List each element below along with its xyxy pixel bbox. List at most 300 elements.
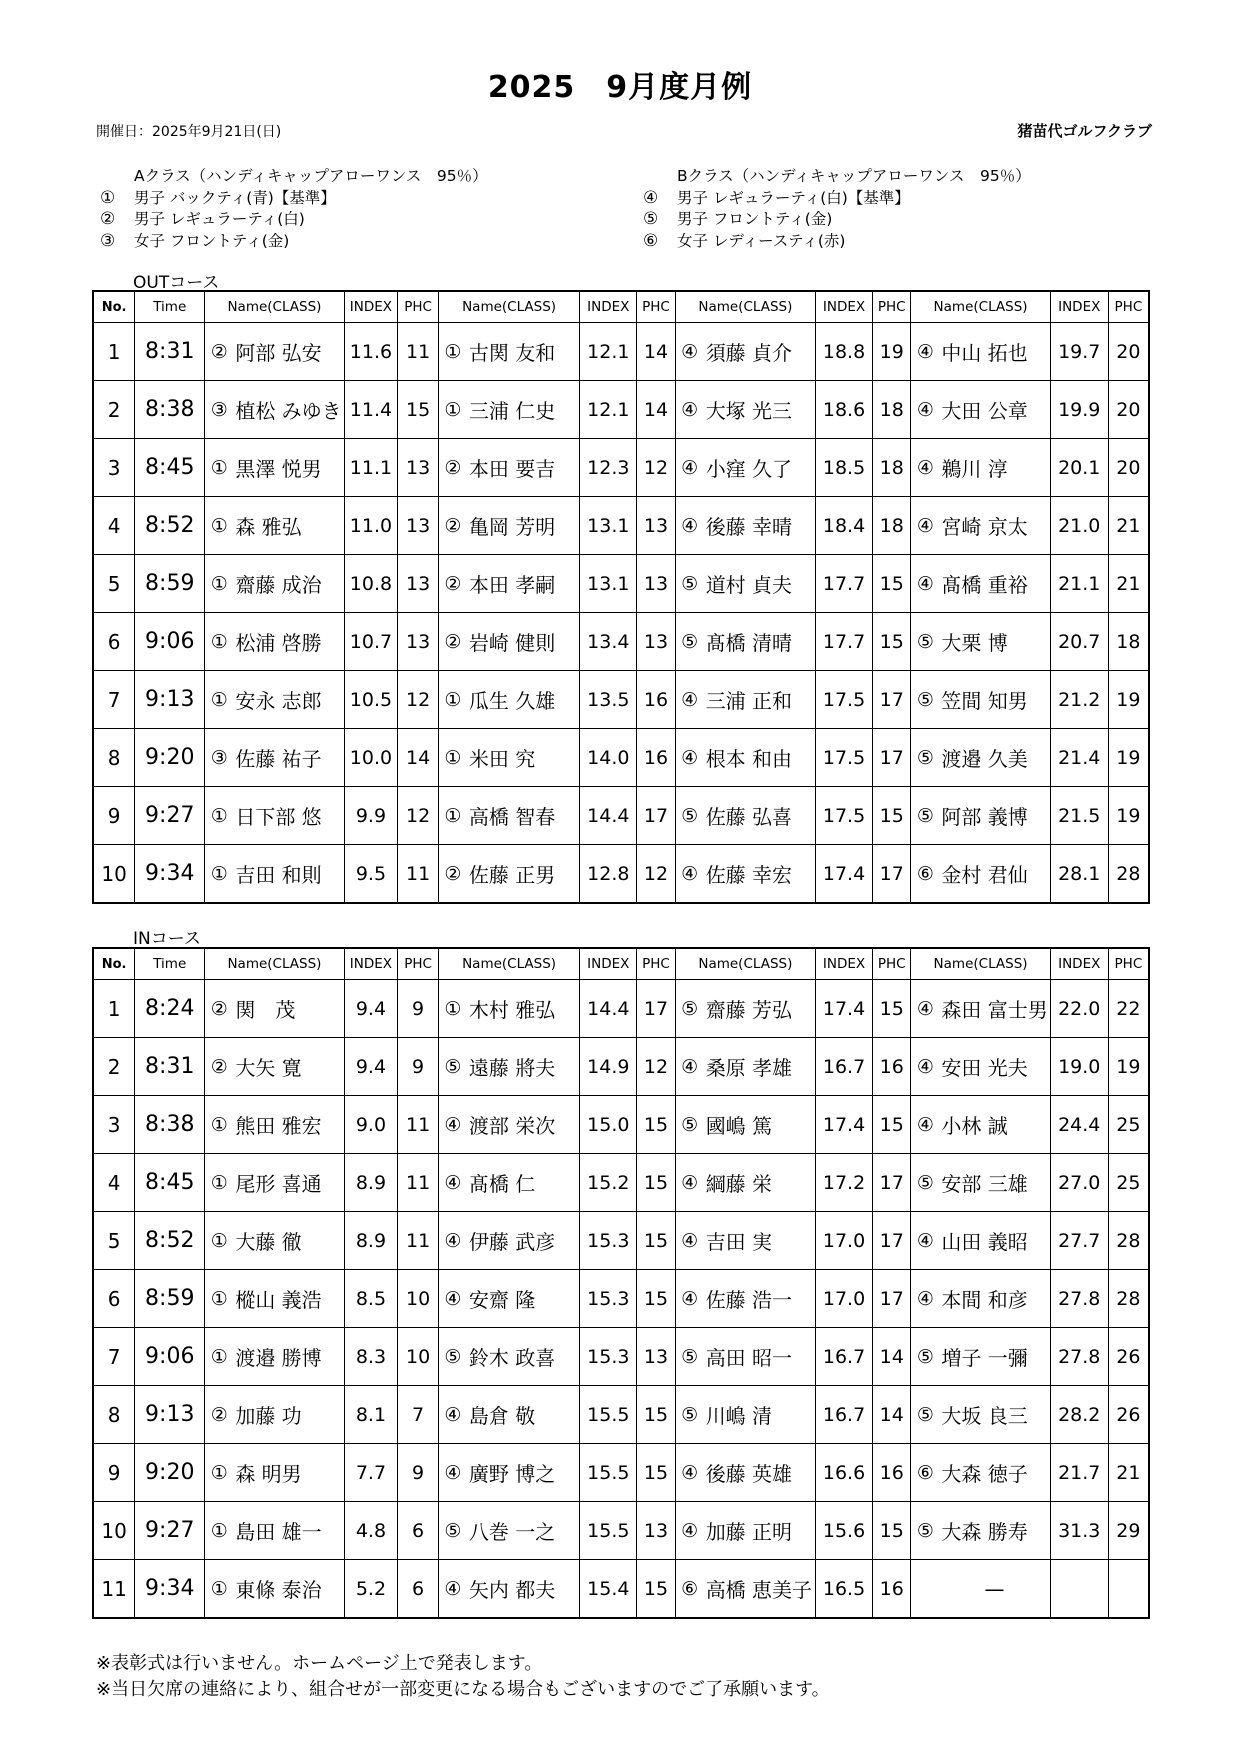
- player-index: 5.2: [344, 1560, 398, 1619]
- tee-mark: ③: [100, 230, 116, 251]
- player-name: 鵜川 淳: [939, 439, 1050, 497]
- header-phc: PHC: [873, 948, 911, 980]
- player-phc: 18: [873, 381, 911, 439]
- player-index: 20.7: [1050, 613, 1108, 671]
- player-name: 安部 三雄: [939, 1154, 1050, 1212]
- player-phc: 13: [398, 613, 439, 671]
- tee-mark: ②: [438, 613, 467, 671]
- pairing-row: [93, 323, 1149, 381]
- tee-mark: ①: [205, 1212, 234, 1270]
- pairing-row: [93, 381, 1149, 439]
- player-name: 加藤 功: [233, 1386, 344, 1444]
- player-phc: 15: [637, 1270, 675, 1328]
- tee-mark: ⑤: [675, 1328, 704, 1386]
- player-phc: 14: [398, 729, 439, 787]
- player-phc: 16: [637, 729, 675, 787]
- player-index: 16.7: [816, 1038, 873, 1096]
- player-name: 米田 究: [467, 729, 580, 787]
- tee-time: 9:06: [135, 613, 205, 671]
- player-index: 16.7: [816, 1386, 873, 1444]
- tee-mark: ④: [911, 1212, 940, 1270]
- player-phc: 11: [398, 1154, 439, 1212]
- player-phc: 15: [637, 1560, 675, 1619]
- player-name: 森 明男: [233, 1444, 344, 1502]
- player-name: 本間 和彦: [939, 1270, 1050, 1328]
- tee-mark: ④: [675, 845, 704, 904]
- tee-mark: [911, 1560, 940, 1619]
- player-index: 9.4: [344, 980, 398, 1038]
- player-phc: 10: [398, 1328, 439, 1386]
- tee-mark: ④: [438, 1444, 467, 1502]
- player-index: 15.3: [580, 1270, 637, 1328]
- player-index: 17.5: [816, 671, 873, 729]
- player-index: 9.0: [344, 1096, 398, 1154]
- player-name: 髙橋 重裕: [939, 555, 1050, 613]
- player-name: 笠間 知男: [939, 671, 1050, 729]
- group-no: 9: [93, 787, 135, 845]
- player-phc: 9: [398, 1038, 439, 1096]
- header-index: INDEX: [344, 948, 398, 980]
- player-phc: 11: [398, 1212, 439, 1270]
- player-phc: 16: [637, 671, 675, 729]
- club-name: 猪苗代ゴルフクラブ: [1017, 122, 1152, 140]
- pairing-row: [93, 1502, 1149, 1560]
- tee-time: 9:06: [135, 1328, 205, 1386]
- player-phc: 21: [1108, 1444, 1149, 1502]
- header-phc: PHC: [873, 291, 911, 323]
- legend-text: 男子 バックティ(青)【基準】: [134, 188, 336, 207]
- player-index: 15.4: [580, 1560, 637, 1619]
- player-name: 大田 公章: [939, 381, 1050, 439]
- player-phc: 16: [873, 1444, 911, 1502]
- player-phc: 25: [1108, 1154, 1149, 1212]
- group-no: 8: [93, 1386, 135, 1444]
- player-index: 19.7: [1050, 323, 1108, 381]
- group-no: 6: [93, 1270, 135, 1328]
- player-phc: 12: [637, 1038, 675, 1096]
- tee-mark: ④: [675, 497, 704, 555]
- player-phc: 18: [873, 439, 911, 497]
- group-no: 10: [93, 1502, 135, 1560]
- player-name: 後藤 幸晴: [704, 497, 816, 555]
- player-index: 15.6: [816, 1502, 873, 1560]
- pairing-row: [93, 1386, 1149, 1444]
- header-row: [93, 291, 1149, 323]
- group-no: 5: [93, 1212, 135, 1270]
- tee-mark: ⑥: [911, 1444, 940, 1502]
- tee-time: 8:59: [135, 555, 205, 613]
- player-phc: 13: [398, 439, 439, 497]
- player-index: 24.4: [1050, 1096, 1108, 1154]
- player-index: 17.5: [816, 787, 873, 845]
- tee-mark: ①: [205, 1560, 234, 1619]
- tee-mark: ⑤: [643, 209, 659, 229]
- tee-mark: ②: [205, 1386, 234, 1444]
- pairing-row: [93, 1328, 1149, 1386]
- player-name: 亀岡 芳明: [467, 497, 580, 555]
- header-name: Name(CLASS): [438, 948, 579, 980]
- player-index: 21.2: [1050, 671, 1108, 729]
- tee-mark: ④: [911, 1270, 940, 1328]
- player-name: 桑原 孝雄: [704, 1038, 816, 1096]
- legend-item: [100, 188, 488, 210]
- tee-mark: ②: [205, 1038, 234, 1096]
- tee-mark: ⑤: [675, 1096, 704, 1154]
- tee-mark: ④: [911, 555, 940, 613]
- player-phc: 13: [637, 555, 675, 613]
- tee-mark: ①: [205, 1096, 234, 1154]
- tee-time: 8:38: [135, 381, 205, 439]
- player-name: 高橋 智春: [467, 787, 580, 845]
- player-phc: 15: [637, 1212, 675, 1270]
- player-index: 11.0: [344, 497, 398, 555]
- player-index: 14.4: [580, 980, 637, 1038]
- tee-mark: ④: [675, 323, 704, 381]
- tee-mark: ②: [438, 497, 467, 555]
- header-index: INDEX: [816, 948, 873, 980]
- group-no: 8: [93, 729, 135, 787]
- player-index: 28.2: [1050, 1386, 1108, 1444]
- player-index: 17.4: [816, 845, 873, 904]
- player-phc: 15: [873, 1096, 911, 1154]
- tee-mark: ④: [438, 1096, 467, 1154]
- header-phc: PHC: [1108, 291, 1149, 323]
- header-index: INDEX: [344, 291, 398, 323]
- header-index: INDEX: [580, 291, 637, 323]
- player-name: 吉田 和則: [233, 845, 344, 904]
- player-phc: 15: [398, 381, 439, 439]
- player-phc: 19: [1108, 729, 1149, 787]
- player-name: 大森 徳子: [939, 1444, 1050, 1502]
- tee-mark: ⑤: [911, 613, 940, 671]
- tee-mark: ④: [438, 1154, 467, 1212]
- player-phc: 15: [873, 1502, 911, 1560]
- player-index: 4.8: [344, 1502, 398, 1560]
- player-phc: 11: [398, 1096, 439, 1154]
- tee-mark: ④: [675, 671, 704, 729]
- pairing-row: [93, 497, 1149, 555]
- player-index: 13.5: [580, 671, 637, 729]
- group-no: 4: [93, 1154, 135, 1212]
- tee-mark: ③: [205, 381, 234, 439]
- player-index: 27.8: [1050, 1270, 1108, 1328]
- group-no: 1: [93, 980, 135, 1038]
- pairing-row: [93, 980, 1149, 1038]
- player-index: 9.4: [344, 1038, 398, 1096]
- group-no: 1: [93, 323, 135, 381]
- player-index: 18.6: [816, 381, 873, 439]
- header-name: Name(CLASS): [205, 291, 344, 323]
- legend-item: [643, 209, 1031, 231]
- pairing-row: [93, 439, 1149, 497]
- tee-time: 9:34: [135, 1560, 205, 1619]
- note-1: ※表彰式は行いません。ホームページ上で発表します。: [96, 1653, 543, 1674]
- player-phc: 10: [398, 1270, 439, 1328]
- player-phc: 13: [398, 555, 439, 613]
- legend-text: 女子 フロントティ(金): [134, 231, 290, 250]
- tee-mark: ①: [205, 1154, 234, 1212]
- group-no: 11: [93, 1560, 135, 1619]
- tee-mark: ②: [205, 323, 234, 381]
- group-no: 9: [93, 1444, 135, 1502]
- player-name: 髙橋 清晴: [704, 613, 816, 671]
- pairing-row: [93, 729, 1149, 787]
- player-name: 島倉 敬: [467, 1386, 580, 1444]
- player-index: 27.7: [1050, 1212, 1108, 1270]
- tee-time: 9:34: [135, 845, 205, 904]
- player-name: 鈴木 政喜: [467, 1328, 580, 1386]
- player-phc: 19: [1108, 787, 1149, 845]
- player-phc: 21: [1108, 555, 1149, 613]
- header-phc: PHC: [1108, 948, 1149, 980]
- player-name: 大坂 良三: [939, 1386, 1050, 1444]
- player-name: 齋藤 芳弘: [704, 980, 816, 1038]
- tee-mark: ②: [438, 555, 467, 613]
- player-phc: 11: [398, 323, 439, 381]
- player-name: 金村 君仙: [939, 845, 1050, 904]
- player-phc: 16: [873, 1560, 911, 1619]
- player-name: 岩崎 健則: [467, 613, 580, 671]
- player-phc: 13: [637, 1502, 675, 1560]
- player-index: 21.1: [1050, 555, 1108, 613]
- player-index: 15.3: [580, 1212, 637, 1270]
- player-name: 佐藤 浩一: [704, 1270, 816, 1328]
- player-name: 加藤 正明: [704, 1502, 816, 1560]
- player-phc: 18: [873, 497, 911, 555]
- player-phc: 18: [1108, 613, 1149, 671]
- tee-time: 8:38: [135, 1096, 205, 1154]
- pairing-row: [93, 1270, 1149, 1328]
- header-phc: PHC: [398, 291, 439, 323]
- tee-mark: ⑤: [911, 1328, 940, 1386]
- player-index: 27.0: [1050, 1154, 1108, 1212]
- player-index: 15.5: [580, 1386, 637, 1444]
- group-no: 3: [93, 439, 135, 497]
- player-index: 21.0: [1050, 497, 1108, 555]
- player-name: 安齋 隆: [467, 1270, 580, 1328]
- tee-time: 8:45: [135, 1154, 205, 1212]
- player-name: 佐藤 幸宏: [704, 845, 816, 904]
- legend-class-a: [100, 166, 488, 252]
- player-name: 佐藤 弘喜: [704, 787, 816, 845]
- player-index: 31.3: [1050, 1502, 1108, 1560]
- group-no: 10: [93, 845, 135, 904]
- tee-mark: ⑤: [438, 1038, 467, 1096]
- tee-mark: ①: [205, 439, 234, 497]
- tee-mark: ⑥: [675, 1560, 704, 1619]
- tee-time: 8:59: [135, 1270, 205, 1328]
- player-name: 吉田 実: [704, 1212, 816, 1270]
- player-name: 中山 拓也: [939, 323, 1050, 381]
- legend-text: 男子 フロントティ(金): [677, 210, 833, 228]
- legend-item: [100, 209, 488, 231]
- player-phc: 17: [637, 980, 675, 1038]
- tee-mark: ②: [438, 439, 467, 497]
- player-name: 黒澤 悦男: [233, 439, 344, 497]
- legend-class-b: [643, 166, 1031, 252]
- tee-mark: ①: [438, 671, 467, 729]
- header-name: Name(CLASS): [675, 948, 815, 980]
- player-phc: 28: [1108, 1212, 1149, 1270]
- event-date: 開催日：2025年9月21日(日): [96, 124, 282, 140]
- tee-mark: ②: [205, 980, 234, 1038]
- player-index: 16.5: [816, 1560, 873, 1619]
- player-phc: 15: [637, 1154, 675, 1212]
- player-index: 10.7: [344, 613, 398, 671]
- player-index: 14.9: [580, 1038, 637, 1096]
- player-name: 阿部 弘安: [233, 323, 344, 381]
- player-name: 関 茂: [233, 980, 344, 1038]
- tee-mark: ⑤: [911, 1502, 940, 1560]
- group-no: 4: [93, 497, 135, 555]
- tee-mark: ④: [911, 381, 940, 439]
- player-name: 矢内 都夫: [467, 1560, 580, 1619]
- player-name: 佐藤 祐子: [233, 729, 344, 787]
- pairing-row: [93, 613, 1149, 671]
- header-index: INDEX: [816, 291, 873, 323]
- header-name: Name(CLASS): [205, 948, 344, 980]
- tee-mark: ⑤: [675, 980, 704, 1038]
- player-index: 17.7: [816, 555, 873, 613]
- player-name: 木村 雅弘: [467, 980, 580, 1038]
- player-phc: 13: [398, 497, 439, 555]
- player-index: 12.8: [580, 845, 637, 904]
- player-name: 森田 富士男: [939, 980, 1050, 1038]
- player-name: 三浦 仁史: [467, 381, 580, 439]
- tee-mark: ①: [205, 1328, 234, 1386]
- player-index: 18.4: [816, 497, 873, 555]
- player-index: 13.1: [580, 497, 637, 555]
- player-index: 11.1: [344, 439, 398, 497]
- player-phc: 6: [398, 1560, 439, 1619]
- player-index: 8.5: [344, 1270, 398, 1328]
- player-index: 28.1: [1050, 845, 1108, 904]
- player-name: 山田 義昭: [939, 1212, 1050, 1270]
- player-index: 17.0: [816, 1270, 873, 1328]
- tee-time: 8:52: [135, 497, 205, 555]
- tee-mark: ④: [438, 1270, 467, 1328]
- player-name: 髙橋 仁: [467, 1154, 580, 1212]
- tee-time: 8:31: [135, 1038, 205, 1096]
- header-row: [93, 948, 1149, 980]
- tee-mark: ④: [911, 1038, 940, 1096]
- tee-mark: ⑤: [438, 1502, 467, 1560]
- player-name: 三浦 正和: [704, 671, 816, 729]
- player-phc: 11: [398, 845, 439, 904]
- player-phc: 21: [1108, 497, 1149, 555]
- player-name: 川嶋 清: [704, 1386, 816, 1444]
- tee-mark: ⑤: [438, 1328, 467, 1386]
- player-phc: 12: [637, 845, 675, 904]
- header-name: Name(CLASS): [438, 291, 579, 323]
- player-phc: 15: [873, 613, 911, 671]
- player-phc: 25: [1108, 1096, 1149, 1154]
- player-name: 高橋 恵美子: [704, 1560, 816, 1619]
- player-name: 東條 泰治: [233, 1560, 344, 1619]
- pairing-row: [93, 1212, 1149, 1270]
- player-name: 本田 要吉: [467, 439, 580, 497]
- player-index: 10.5: [344, 671, 398, 729]
- tee-mark: ⑤: [675, 555, 704, 613]
- player-index: 11.4: [344, 381, 398, 439]
- player-phc: 17: [873, 1154, 911, 1212]
- tee-time: 9:20: [135, 1444, 205, 1502]
- player-index: 15.3: [580, 1328, 637, 1386]
- player-name: 渡邉 勝博: [233, 1328, 344, 1386]
- tee-mark: ①: [205, 1502, 234, 1560]
- player-index: 10.0: [344, 729, 398, 787]
- player-index: 8.1: [344, 1386, 398, 1444]
- player-index: 21.7: [1050, 1444, 1108, 1502]
- player-phc: 17: [873, 1270, 911, 1328]
- tee-time: 9:13: [135, 1386, 205, 1444]
- player-phc: 22: [1108, 980, 1149, 1038]
- tee-mark: ④: [911, 439, 940, 497]
- header-phc: PHC: [398, 948, 439, 980]
- player-name: 日下部 悠: [233, 787, 344, 845]
- tee-mark: ①: [205, 555, 234, 613]
- player-phc: 20: [1108, 439, 1149, 497]
- player-index: 11.6: [344, 323, 398, 381]
- player-index: 14.4: [580, 787, 637, 845]
- player-index: 15.5: [580, 1444, 637, 1502]
- tee-mark: ④: [675, 1154, 704, 1212]
- in-course-table: [92, 947, 1150, 1619]
- player-name: 松浦 啓勝: [233, 613, 344, 671]
- player-index: 16.7: [816, 1328, 873, 1386]
- player-name: 渡邉 久美: [939, 729, 1050, 787]
- tee-mark: ①: [205, 845, 234, 904]
- player-name: 本田 孝嗣: [467, 555, 580, 613]
- player-index: 13.1: [580, 555, 637, 613]
- player-phc: 19: [1108, 671, 1149, 729]
- legend-item: [100, 231, 488, 253]
- group-no: 5: [93, 555, 135, 613]
- tee-mark: ⑥: [911, 845, 940, 904]
- player-index: 17.7: [816, 613, 873, 671]
- player-name: 古関 友和: [467, 323, 580, 381]
- player-phc: 12: [398, 671, 439, 729]
- player-name: 大矢 寛: [233, 1038, 344, 1096]
- player-index: 15.5: [580, 1502, 637, 1560]
- tee-time: 9:27: [135, 1502, 205, 1560]
- player-name: 綱藤 栄: [704, 1154, 816, 1212]
- player-index: 19.0: [1050, 1038, 1108, 1096]
- player-name: 樅山 義浩: [233, 1270, 344, 1328]
- tee-time: 8:24: [135, 980, 205, 1038]
- legend-item: [643, 231, 1031, 253]
- player-phc: 15: [873, 555, 911, 613]
- player-index: 16.6: [816, 1444, 873, 1502]
- player-phc: [1108, 1560, 1149, 1619]
- tee-mark: ④: [438, 1212, 467, 1270]
- player-index: 7.7: [344, 1444, 398, 1502]
- player-index: 12.1: [580, 381, 637, 439]
- header-name: Name(CLASS): [911, 291, 1050, 323]
- player-phc: 12: [637, 439, 675, 497]
- pairing-row: [93, 671, 1149, 729]
- tee-mark: ⑤: [911, 1154, 940, 1212]
- note-2: ※当日欠席の連絡により、組合せが一部変更になる場合もございますのでご了承願います。: [96, 1679, 830, 1700]
- player-phc: 19: [1108, 1038, 1149, 1096]
- player-name: 小林 誠: [939, 1096, 1050, 1154]
- player-phc: 26: [1108, 1328, 1149, 1386]
- player-index: 20.1: [1050, 439, 1108, 497]
- player-name: 高田 昭一: [704, 1328, 816, 1386]
- tee-mark: ④: [675, 1270, 704, 1328]
- tee-mark: ⑤: [675, 1386, 704, 1444]
- tee-mark: ④: [675, 729, 704, 787]
